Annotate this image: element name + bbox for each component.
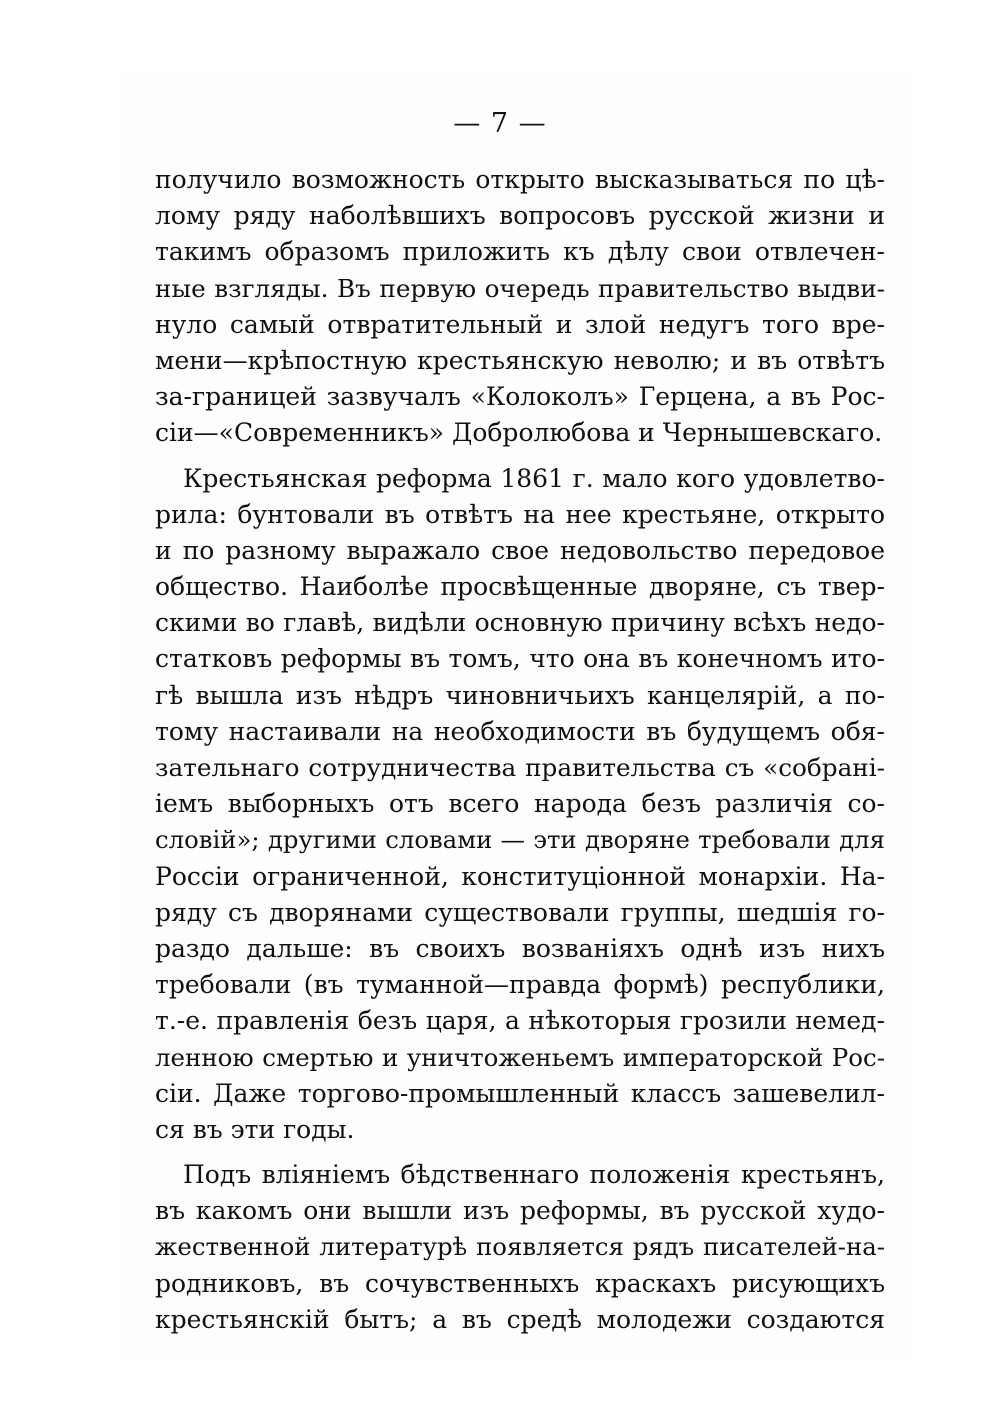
text-line: зательнаго сотрудничества правительства съ «собранi-: [155, 753, 885, 782]
text-line: гѣ вышла изъ нѣдръ чиновничьихъ канцелярій, а по-: [155, 680, 885, 710]
text-line: крестьянскій бытъ; а въ средѣ молодежи создаются: [155, 1304, 885, 1334]
text-line: т.-е. правленія безъ царя, а нѣкоторыя грозили немед-: [155, 1006, 885, 1036]
paragraph-3: [155, 1157, 885, 1338]
page-number: — 7 —: [453, 108, 547, 139]
body-text: [155, 162, 885, 1338]
text-line: статковъ реформы въ томъ, что она въ конечномъ ито-: [155, 644, 885, 674]
text-line: ся въ эти годы.: [155, 1114, 355, 1144]
text-line: родниковъ, въ сочувственныхъ краскахъ рисующихъ: [155, 1268, 885, 1298]
text-line: за-границей зазвучалъ «Колоколъ» Герцена, а въ Рос-: [155, 382, 885, 412]
text-line: Крестьянская реформа 1861 г. мало кого удовлетво-: [183, 463, 885, 493]
text-line: такимъ образомъ приложить къ дѣлу свои отвлечен-: [155, 237, 885, 267]
text-line: рила: бунтовали въ отвѣтъ на нее крестьяне, открыто: [155, 499, 885, 529]
text-line: нуло самый отвратительный и злой недугъ того вре-: [155, 309, 885, 339]
text-line: жественной литературѣ появляется рядъ писателей-на-: [155, 1232, 885, 1262]
paragraph-2: [155, 461, 885, 1149]
text-line: ленною смертью и уничтоженьемъ императорской Рос-: [155, 1042, 885, 1072]
text-line: сіи—«Современникъ» Добролюбова и Чернышевскаго.: [155, 418, 883, 448]
text-line: ные взгляды. Въ первую очередь правительство выдви-: [155, 273, 885, 303]
text-line: Россіи ограниченной, конституціонной монархіи. На-: [155, 861, 885, 891]
text-line: Подъ вліяніемъ бѣдственнаго положенія крестьянъ,: [183, 1160, 885, 1190]
text-line: раздо дальше: въ своихъ возваніяхъ однѣ изъ нихъ: [155, 933, 885, 963]
text-line: общество. Наиболѣе просвѣщенные дворяне, съ твер-: [155, 572, 885, 602]
text-line: словій»; другими словами — эти дворяне требовали для: [155, 825, 885, 855]
text-line: iемъ выборныхъ отъ всего народа безъ различія со-: [155, 789, 885, 819]
text-line: мени—крѣпостную крестьянскую неволю; и въ отвѣтъ: [155, 345, 885, 375]
text-line: лому ряду наболѣвшихъ вопросовъ русской жизни и: [155, 201, 885, 231]
text-line: и по разному выражало свое недовольство передовое: [155, 535, 885, 565]
text-line: требовали (въ туманной—правда формѣ) республики,: [155, 970, 885, 1000]
text-line: сіи. Даже торгово-промышленный классъ зашевелил-: [155, 1078, 885, 1108]
text-line: скими во главѣ, видѣли основную причину всѣхъ недо-: [155, 608, 885, 638]
text-line: получило возможность открыто высказываться по цѣ-: [155, 165, 885, 194]
text-line: въ какомъ они вышли изъ реформы, въ русской худо-: [155, 1196, 885, 1226]
paragraph-1: [155, 162, 885, 452]
text-line: тому настаивали на необходимости въ будущемъ обя-: [155, 716, 885, 746]
text-line: ряду съ дворянами существовали группы, шедшія го-: [155, 897, 885, 927]
